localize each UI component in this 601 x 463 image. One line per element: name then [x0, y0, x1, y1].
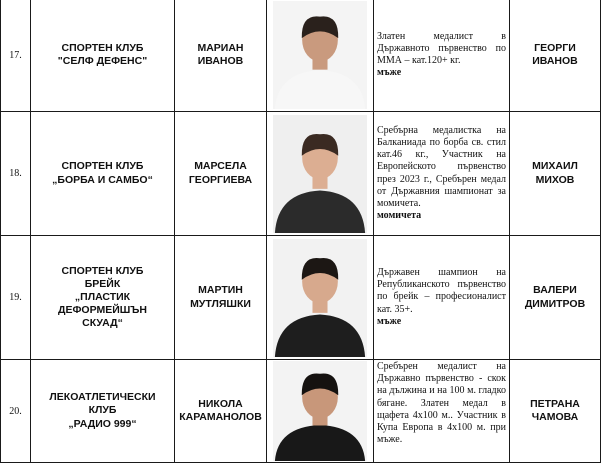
club-line: ЛЕКОАТЛЕТИЧЕСКИ: [49, 391, 156, 404]
athlete-name: [175, 236, 267, 360]
table-row: [1, 0, 601, 112]
athlete-last-name: КАРАМАНОЛОВ: [179, 411, 262, 423]
photo-cell: [267, 236, 374, 360]
club-line: „ПЛАСТИК: [74, 290, 131, 303]
club-line: СПОРТЕН КЛУБ: [61, 160, 144, 173]
athlete-photo: [273, 115, 367, 233]
club-name: [31, 236, 175, 360]
athlete-name: [175, 112, 267, 236]
club-name: [31, 0, 175, 112]
row-number: 19.: [1, 236, 31, 360]
club-line: СКУАД“: [82, 317, 123, 330]
athlete-first-name: МАРИАН: [197, 41, 244, 54]
athlete-name: [175, 0, 267, 112]
category-label: мъже: [377, 67, 402, 79]
photo-cell: [267, 0, 374, 112]
club-line: ДЕФОРМЕЙШЪН: [57, 304, 148, 317]
coach-first-name: ГЕОРГИ: [534, 41, 576, 54]
coach-last-name: МИХОВ: [535, 173, 575, 186]
athlete-first-name: МАРСЕЛА: [194, 160, 247, 173]
achievement-text: Сребърна медалистка на Балканиада по борба св. стил кат.46 кг., Участник на Европейското първенство през 2023 г., Сребърен медал от Държавния шампионат за момичета.: [377, 124, 506, 209]
photo-cell: [267, 112, 374, 236]
coach-name: [510, 0, 601, 112]
table-row: [1, 112, 601, 236]
coach-first-name: ПЕТРАНА: [530, 397, 580, 410]
photo-cell: [267, 360, 374, 463]
row-number: 18.: [1, 112, 31, 236]
achievement-cell: [374, 112, 510, 236]
athlete-photo: [273, 239, 367, 357]
athlete-name: [175, 360, 267, 463]
table-row: [1, 360, 601, 463]
coach-name: [510, 236, 601, 360]
coach-first-name: ВАЛЕРИ: [533, 284, 577, 297]
row-number: 17.: [1, 0, 31, 112]
club-line: СПОРТЕН КЛУБ: [61, 264, 144, 277]
athlete-last-name: ИВАНОВ: [197, 55, 244, 67]
coach-last-name: ДИМИТРОВ: [524, 297, 586, 310]
club-line: СПОРТЕН КЛУБ: [61, 41, 144, 54]
achievement-text: Държавен шампион на Републиканското първенство по брейк – професионалист кат. 35+.: [377, 267, 506, 315]
club-line: „РАДИО 999“: [68, 417, 137, 430]
row-number: 20.: [1, 360, 31, 463]
club-name: [31, 112, 175, 236]
achievement-text: Сребърен медалист на Държавно първенство - скок на дължина и на 100 м. гладко бягане. Златен медал в щафета 4х100 м.. Участник в Купа Европа в 4х100 м. при мъже.: [377, 361, 506, 446]
club-name: [31, 360, 175, 463]
table-row: [1, 236, 601, 360]
athlete-last-name: ГЕОРГИЕВА: [188, 173, 253, 186]
club-line: „БОРБА И САМБО“: [52, 173, 153, 186]
coach-name: [510, 360, 601, 463]
coach-last-name: ЧАМОВА: [531, 411, 579, 423]
category-label: мъже: [377, 315, 402, 327]
category-label: момичета: [377, 210, 422, 222]
achievement-cell: [374, 360, 510, 463]
athlete-photo: [273, 361, 367, 461]
athlete-first-name: МАРТИН: [198, 284, 243, 297]
athlete-last-name: МУТЛЯШКИ: [190, 297, 251, 310]
coach-name: [510, 112, 601, 236]
coach-first-name: МИХАИЛ: [532, 160, 578, 173]
coach-last-name: ИВАНОВ: [532, 55, 578, 67]
club-line: БРЕЙК: [84, 277, 121, 290]
club-line: КЛУБ: [88, 404, 117, 417]
achievement-cell: [374, 236, 510, 360]
club-line: "СЕЛФ ДЕФЕНС": [57, 55, 148, 67]
achievement-cell: [374, 0, 510, 112]
athlete-photo: [273, 1, 367, 109]
achievement-text: Златен медалист в Държавното първенство по ММА – кат.120+ кг.: [377, 30, 506, 66]
athlete-first-name: НИКОЛА: [198, 397, 243, 410]
